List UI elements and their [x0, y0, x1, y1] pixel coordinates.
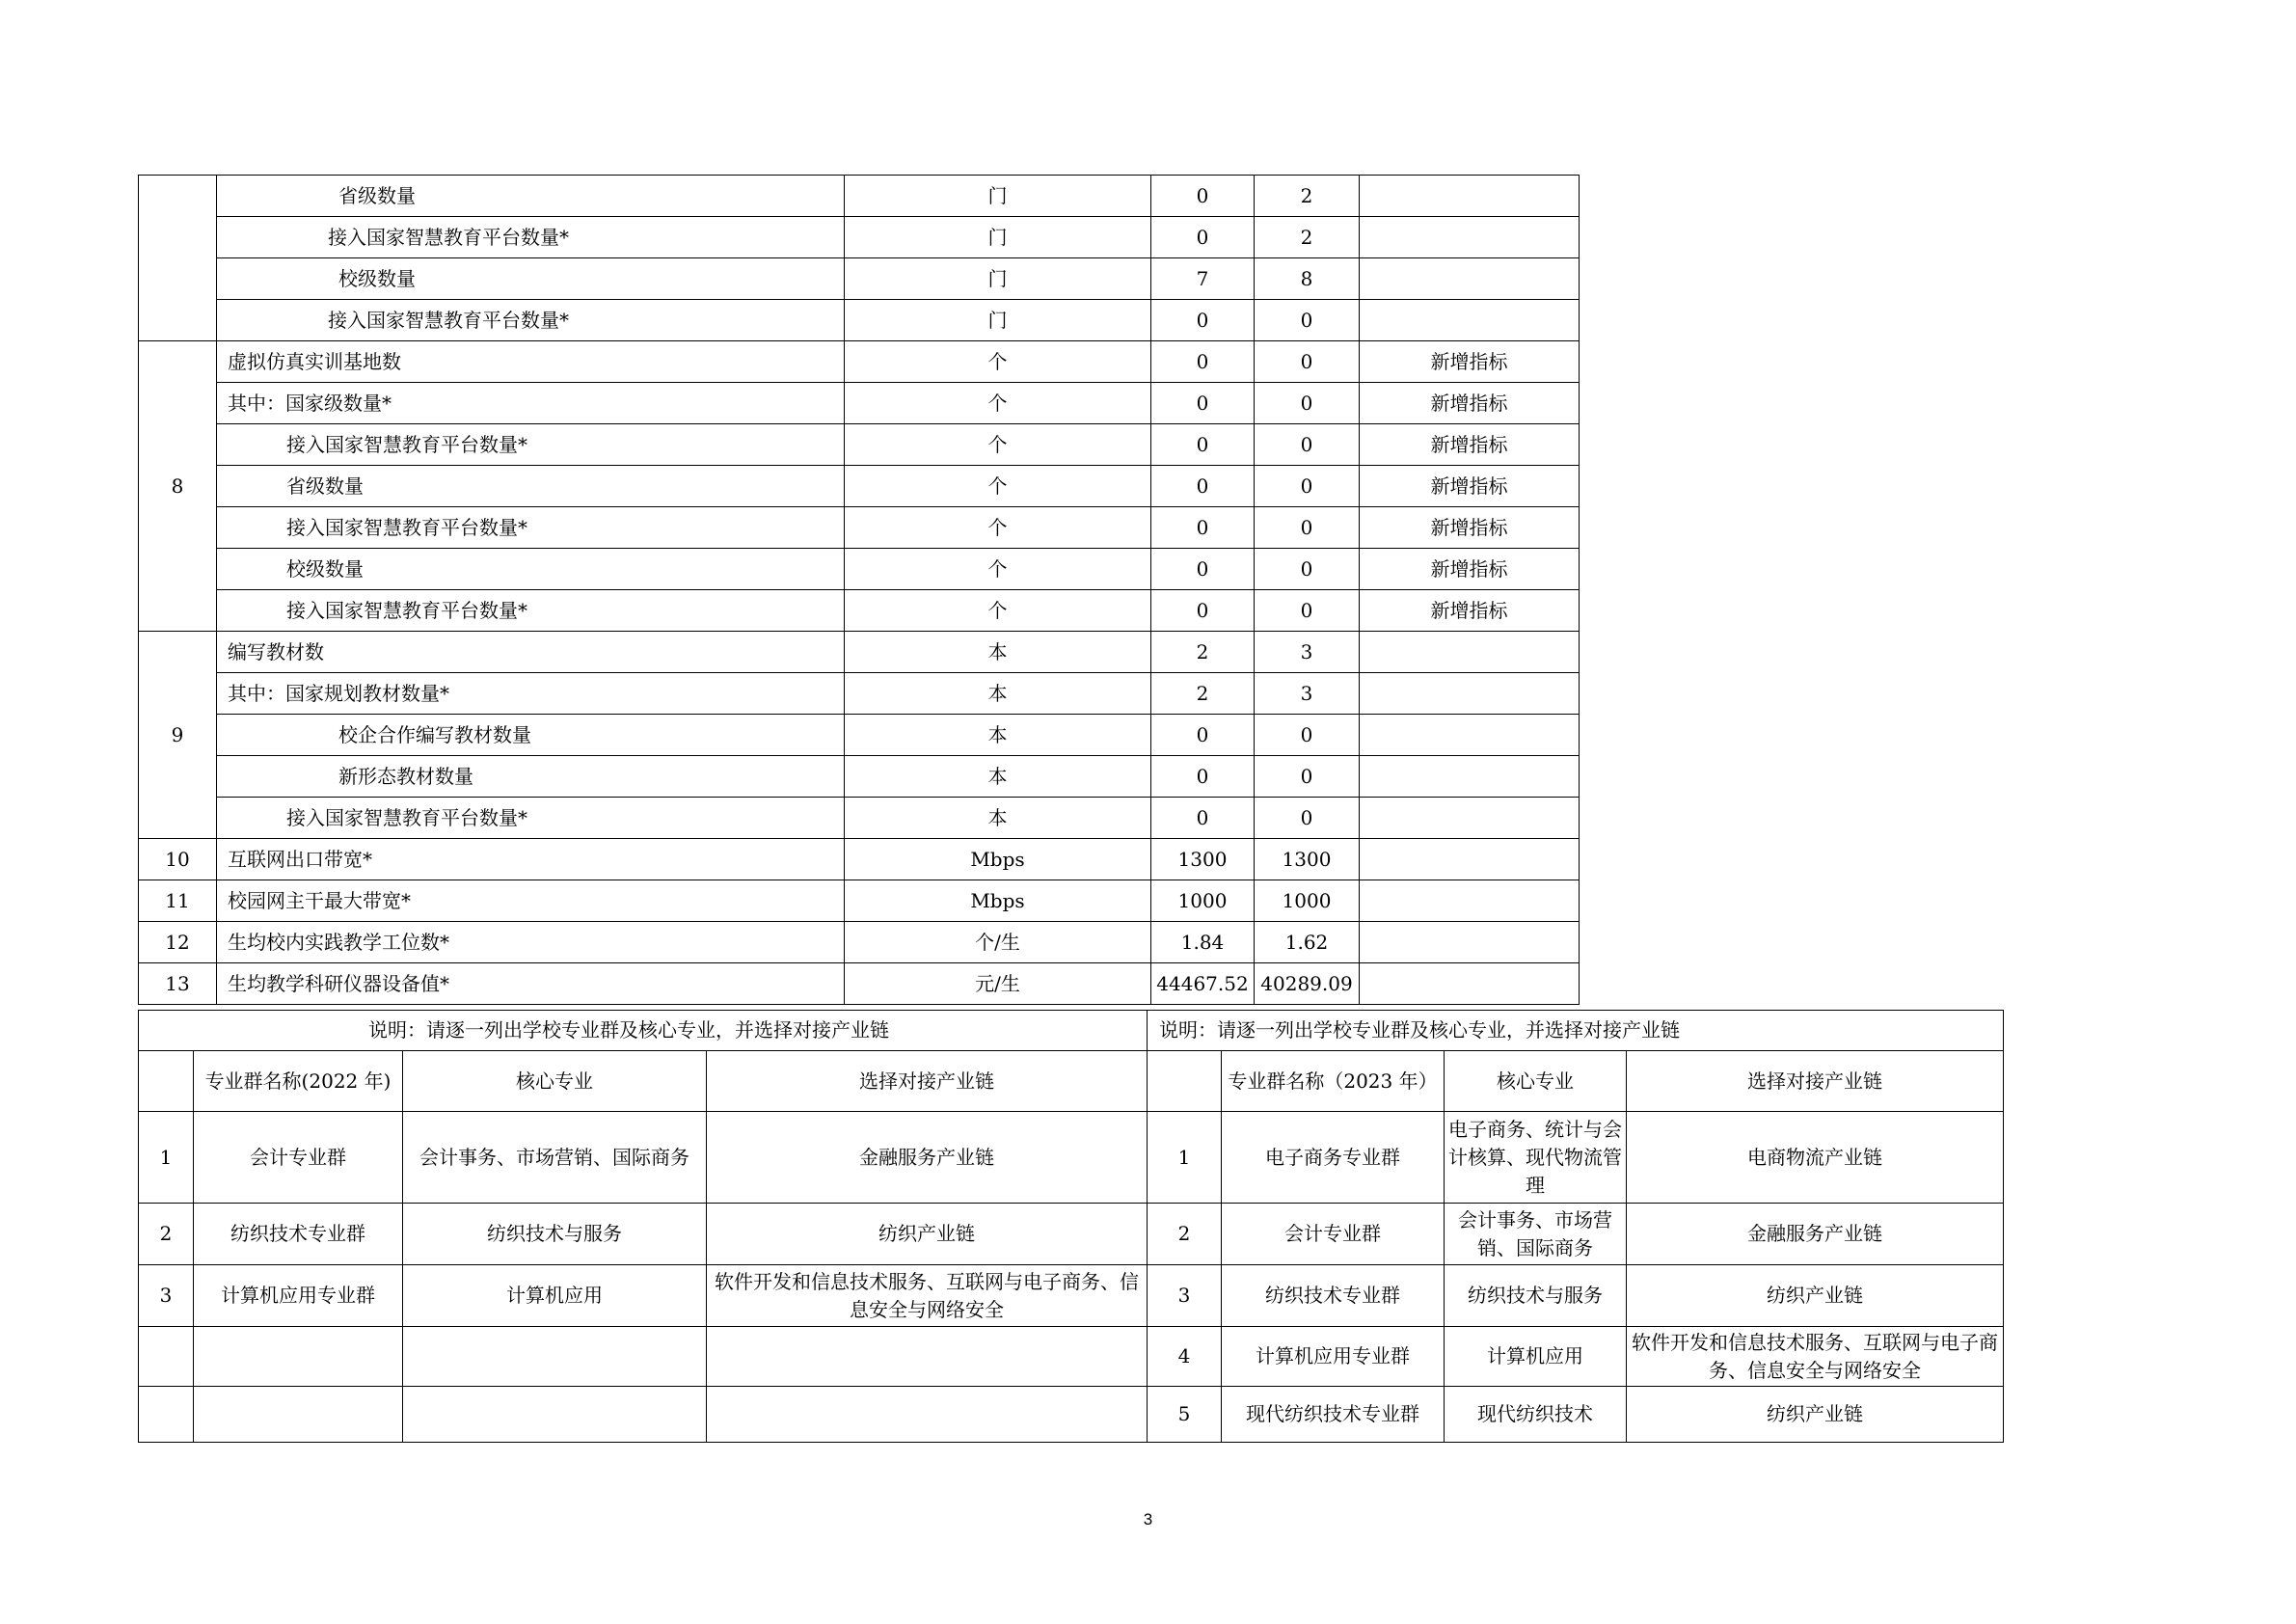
row-number-cell: 1	[139, 1112, 194, 1204]
value-2023-cell: 0	[1255, 549, 1360, 590]
indicator-label: 接入国家智慧教育平台数量*	[217, 507, 845, 549]
table-row	[139, 549, 1580, 590]
row-number-cell	[139, 1387, 194, 1443]
industry-chain-cell: 软件开发和信息技术服务、互联网与电子商务、信息安全与网络安全	[1627, 1327, 2004, 1387]
table-row	[139, 632, 1580, 673]
row-number-cell: 5	[1148, 1387, 1222, 1443]
value-2022-cell: 1.84	[1151, 922, 1255, 963]
value-2022-cell: 2	[1151, 673, 1255, 715]
unit-cell: Mbps	[845, 839, 1151, 880]
group-name-cell: 会计专业群	[1222, 1204, 1445, 1265]
note-cell	[1360, 839, 1580, 880]
unit-cell: 个	[845, 341, 1151, 383]
value-2022-cell: 0	[1151, 300, 1255, 341]
value-2023-cell: 0	[1255, 507, 1360, 549]
industry-chain-cell: 金融服务产业链	[707, 1112, 1148, 1204]
unit-cell: 本	[845, 673, 1151, 715]
note-cell	[1360, 176, 1580, 217]
indicator-label: 新形态教材数量	[217, 756, 845, 798]
value-2023-cell: 0	[1255, 466, 1360, 507]
note-cell	[1360, 300, 1580, 341]
header-group-name-2023: 专业群名称（2023 年）	[1222, 1051, 1445, 1112]
core-major-cell	[403, 1327, 707, 1387]
table-row	[139, 756, 1580, 798]
value-2022-cell: 1300	[1151, 839, 1255, 880]
table-row	[139, 217, 1580, 258]
value-2023-cell: 0	[1255, 715, 1360, 756]
note-cell	[1360, 963, 1580, 1005]
indicator-label: 接入国家智慧教育平台数量*	[217, 300, 845, 341]
value-2023-cell: 0	[1255, 300, 1360, 341]
core-major-cell: 纺织技术与服务	[1445, 1265, 1627, 1327]
industry-chain-cell: 纺织产业链	[1627, 1265, 2004, 1327]
table-row	[139, 507, 1580, 549]
value-2023-cell: 2	[1255, 217, 1360, 258]
note-cell	[1360, 922, 1580, 963]
table-row	[139, 673, 1580, 715]
value-2022-cell: 0	[1151, 341, 1255, 383]
note-cell: 新增指标	[1360, 341, 1580, 383]
industry-chain-cell	[707, 1327, 1148, 1387]
core-major-cell: 计算机应用	[1445, 1327, 1627, 1387]
row-number-cell: 2	[1148, 1204, 1222, 1265]
header-industry-chain-2022: 选择对接产业链	[707, 1051, 1148, 1112]
value-2023-cell: 3	[1255, 673, 1360, 715]
note-cell	[1360, 258, 1580, 300]
core-major-cell: 电子商务、统计与会计核算、现代物流管理	[1445, 1112, 1627, 1204]
note-cell: 新增指标	[1360, 549, 1580, 590]
core-major-cell: 会计事务、市场营销、国际商务	[403, 1112, 707, 1204]
header-core-major-2023: 核心专业	[1445, 1051, 1627, 1112]
value-2022-cell: 0	[1151, 424, 1255, 466]
core-major-cell: 计算机应用	[403, 1265, 707, 1327]
industry-chain-cell: 软件开发和信息技术服务、互联网与电子商务、信息安全与网络安全	[707, 1265, 1148, 1327]
instruction-note-2022: 说明：请逐一列出学校专业群及核心专业，并选择对接产业链	[139, 1011, 1148, 1051]
row-number-cell: 2	[139, 1204, 194, 1265]
value-2023-cell: 0	[1255, 424, 1360, 466]
unit-cell: 个	[845, 466, 1151, 507]
group-name-cell: 现代纺织技术专业群	[1222, 1387, 1445, 1443]
note-row	[139, 1011, 2004, 1051]
indicator-label: 编写教材数	[217, 632, 845, 673]
table-row	[139, 466, 1580, 507]
value-2022-cell: 0	[1151, 217, 1255, 258]
note-cell	[1360, 217, 1580, 258]
industry-chain-cell: 金融服务产业链	[1627, 1204, 2004, 1265]
note-cell: 新增指标	[1360, 383, 1580, 424]
core-major-cell: 现代纺织技术	[1445, 1387, 1627, 1443]
note-cell	[1360, 673, 1580, 715]
group-name-cell: 计算机应用专业群	[1222, 1327, 1445, 1387]
row-number-cell: 10	[139, 839, 217, 880]
core-major-cell: 纺织技术与服务	[403, 1204, 707, 1265]
industry-chain-cell	[707, 1387, 1148, 1443]
group-name-cell	[194, 1387, 403, 1443]
header-blank-cell	[1148, 1051, 1222, 1112]
unit-cell: 门	[845, 217, 1151, 258]
table-row	[139, 300, 1580, 341]
unit-cell: 个	[845, 590, 1151, 632]
indicator-label: 其中：国家规划教材数量*	[217, 673, 845, 715]
unit-cell: 门	[845, 258, 1151, 300]
value-2022-cell: 0	[1151, 176, 1255, 217]
value-2023-cell: 3	[1255, 632, 1360, 673]
table-row	[139, 176, 1580, 217]
header-group-name-2022: 专业群名称(2022 年)	[194, 1051, 403, 1112]
unit-cell: 本	[845, 756, 1151, 798]
indicator-label: 省级数量	[217, 466, 845, 507]
value-2023-cell: 2	[1255, 176, 1360, 217]
header-row	[139, 1051, 2004, 1112]
group-name-cell: 电子商务专业群	[1222, 1112, 1445, 1204]
value-2023-cell: 0	[1255, 341, 1360, 383]
row-number-cell: 3	[139, 1265, 194, 1327]
value-2022-cell: 0	[1151, 466, 1255, 507]
unit-cell: 元/生	[845, 963, 1151, 1005]
unit-cell: 个	[845, 507, 1151, 549]
indicator-label: 校级数量	[217, 258, 845, 300]
table-row	[139, 1265, 2004, 1327]
table-row	[139, 258, 1580, 300]
table-row	[139, 880, 1580, 922]
page-number: 3	[1143, 1510, 1153, 1529]
value-2023-cell: 1300	[1255, 839, 1360, 880]
unit-cell: 门	[845, 176, 1151, 217]
indicator-label: 接入国家智慧教育平台数量*	[217, 590, 845, 632]
indicator-label: 校企合作编写教材数量	[217, 715, 845, 756]
indicator-label: 校级数量	[217, 549, 845, 590]
value-2023-cell: 8	[1255, 258, 1360, 300]
row-number-cell: 12	[139, 922, 217, 963]
indicator-label: 互联网出口带宽*	[217, 839, 845, 880]
value-2023-cell: 0	[1255, 756, 1360, 798]
value-2022-cell: 44467.52	[1151, 963, 1255, 1005]
unit-cell: Mbps	[845, 880, 1151, 922]
value-2023-cell: 0	[1255, 798, 1360, 839]
table-row	[139, 922, 1580, 963]
table-row	[139, 341, 1580, 383]
group-name-cell: 纺织技术专业群	[194, 1204, 403, 1265]
indicator-label: 生均校内实践教学工位数*	[217, 922, 845, 963]
unit-cell: 门	[845, 300, 1151, 341]
note-cell	[1360, 798, 1580, 839]
row-number-cell: 4	[1148, 1327, 1222, 1387]
row-number-cell: 1	[1148, 1112, 1222, 1204]
value-2022-cell: 2	[1151, 632, 1255, 673]
value-2023-cell: 1000	[1255, 880, 1360, 922]
row-number-cell	[139, 1327, 194, 1387]
industry-chain-cell: 纺织产业链	[1627, 1387, 2004, 1443]
unit-cell: 个	[845, 549, 1151, 590]
value-2022-cell: 0	[1151, 590, 1255, 632]
indicator-label: 接入国家智慧教育平台数量*	[217, 798, 845, 839]
indicator-label: 省级数量	[217, 176, 845, 217]
note-cell: 新增指标	[1360, 590, 1580, 632]
table-row	[139, 1112, 2004, 1204]
industry-chain-cell: 纺织产业链	[707, 1204, 1148, 1265]
value-2022-cell: 0	[1151, 383, 1255, 424]
core-major-cell	[403, 1387, 707, 1443]
unit-cell: 本	[845, 715, 1151, 756]
value-2022-cell: 0	[1151, 549, 1255, 590]
table-row	[139, 1387, 2004, 1443]
table-row	[139, 1204, 2004, 1265]
note-cell	[1360, 756, 1580, 798]
value-2022-cell: 7	[1151, 258, 1255, 300]
group-name-cell: 纺织技术专业群	[1222, 1265, 1445, 1327]
industry-chain-cell: 电商物流产业链	[1627, 1112, 2004, 1204]
value-2022-cell: 0	[1151, 507, 1255, 549]
header-blank-cell	[139, 1051, 194, 1112]
table-row	[139, 715, 1580, 756]
row-number-cell: 9	[139, 632, 217, 839]
value-2023-cell: 40289.09	[1255, 963, 1360, 1005]
instruction-note-2023: 说明：请逐一列出学校专业群及核心专业，并选择对接产业链	[1148, 1011, 2004, 1051]
value-2023-cell: 0	[1255, 383, 1360, 424]
row-number-cell: 13	[139, 963, 217, 1005]
row-number-cell: 11	[139, 880, 217, 922]
value-2022-cell: 0	[1151, 798, 1255, 839]
note-cell: 新增指标	[1360, 507, 1580, 549]
indicator-label: 其中：国家级数量*	[217, 383, 845, 424]
indicator-label: 接入国家智慧教育平台数量*	[217, 424, 845, 466]
core-major-cell: 会计事务、市场营销、国际商务	[1445, 1204, 1627, 1265]
indicator-table	[138, 175, 1580, 1005]
unit-cell: 个	[845, 383, 1151, 424]
group-name-cell: 计算机应用专业群	[194, 1265, 403, 1327]
note-cell	[1360, 880, 1580, 922]
indicator-label: 接入国家智慧教育平台数量*	[217, 217, 845, 258]
value-2022-cell: 0	[1151, 756, 1255, 798]
value-2022-cell: 1000	[1151, 880, 1255, 922]
table-row	[139, 798, 1580, 839]
indicator-label: 校园网主干最大带宽*	[217, 880, 845, 922]
unit-cell: 个/生	[845, 922, 1151, 963]
note-cell	[1360, 632, 1580, 673]
header-industry-chain-2023: 选择对接产业链	[1627, 1051, 2004, 1112]
specialty-group-table	[138, 1010, 2004, 1443]
table-row	[139, 1327, 2004, 1387]
header-core-major-2022: 核心专业	[403, 1051, 707, 1112]
table-row	[139, 839, 1580, 880]
indicator-label: 生均教学科研仪器设备值*	[217, 963, 845, 1005]
value-2022-cell: 0	[1151, 715, 1255, 756]
note-cell	[1360, 715, 1580, 756]
note-cell: 新增指标	[1360, 424, 1580, 466]
group-name-cell: 会计专业群	[194, 1112, 403, 1204]
unit-cell: 个	[845, 424, 1151, 466]
table-row	[139, 963, 1580, 1005]
group-name-cell	[194, 1327, 403, 1387]
value-2023-cell: 1.62	[1255, 922, 1360, 963]
unit-cell: 本	[845, 798, 1151, 839]
table-row	[139, 424, 1580, 466]
value-2023-cell: 0	[1255, 590, 1360, 632]
note-cell: 新增指标	[1360, 466, 1580, 507]
table-row	[139, 590, 1580, 632]
row-number-cell: 8	[139, 341, 217, 632]
row-number-cell: 3	[1148, 1265, 1222, 1327]
table-row	[139, 383, 1580, 424]
unit-cell: 本	[845, 632, 1151, 673]
row-number-cell	[139, 176, 217, 341]
indicator-label: 虚拟仿真实训基地数	[217, 341, 845, 383]
